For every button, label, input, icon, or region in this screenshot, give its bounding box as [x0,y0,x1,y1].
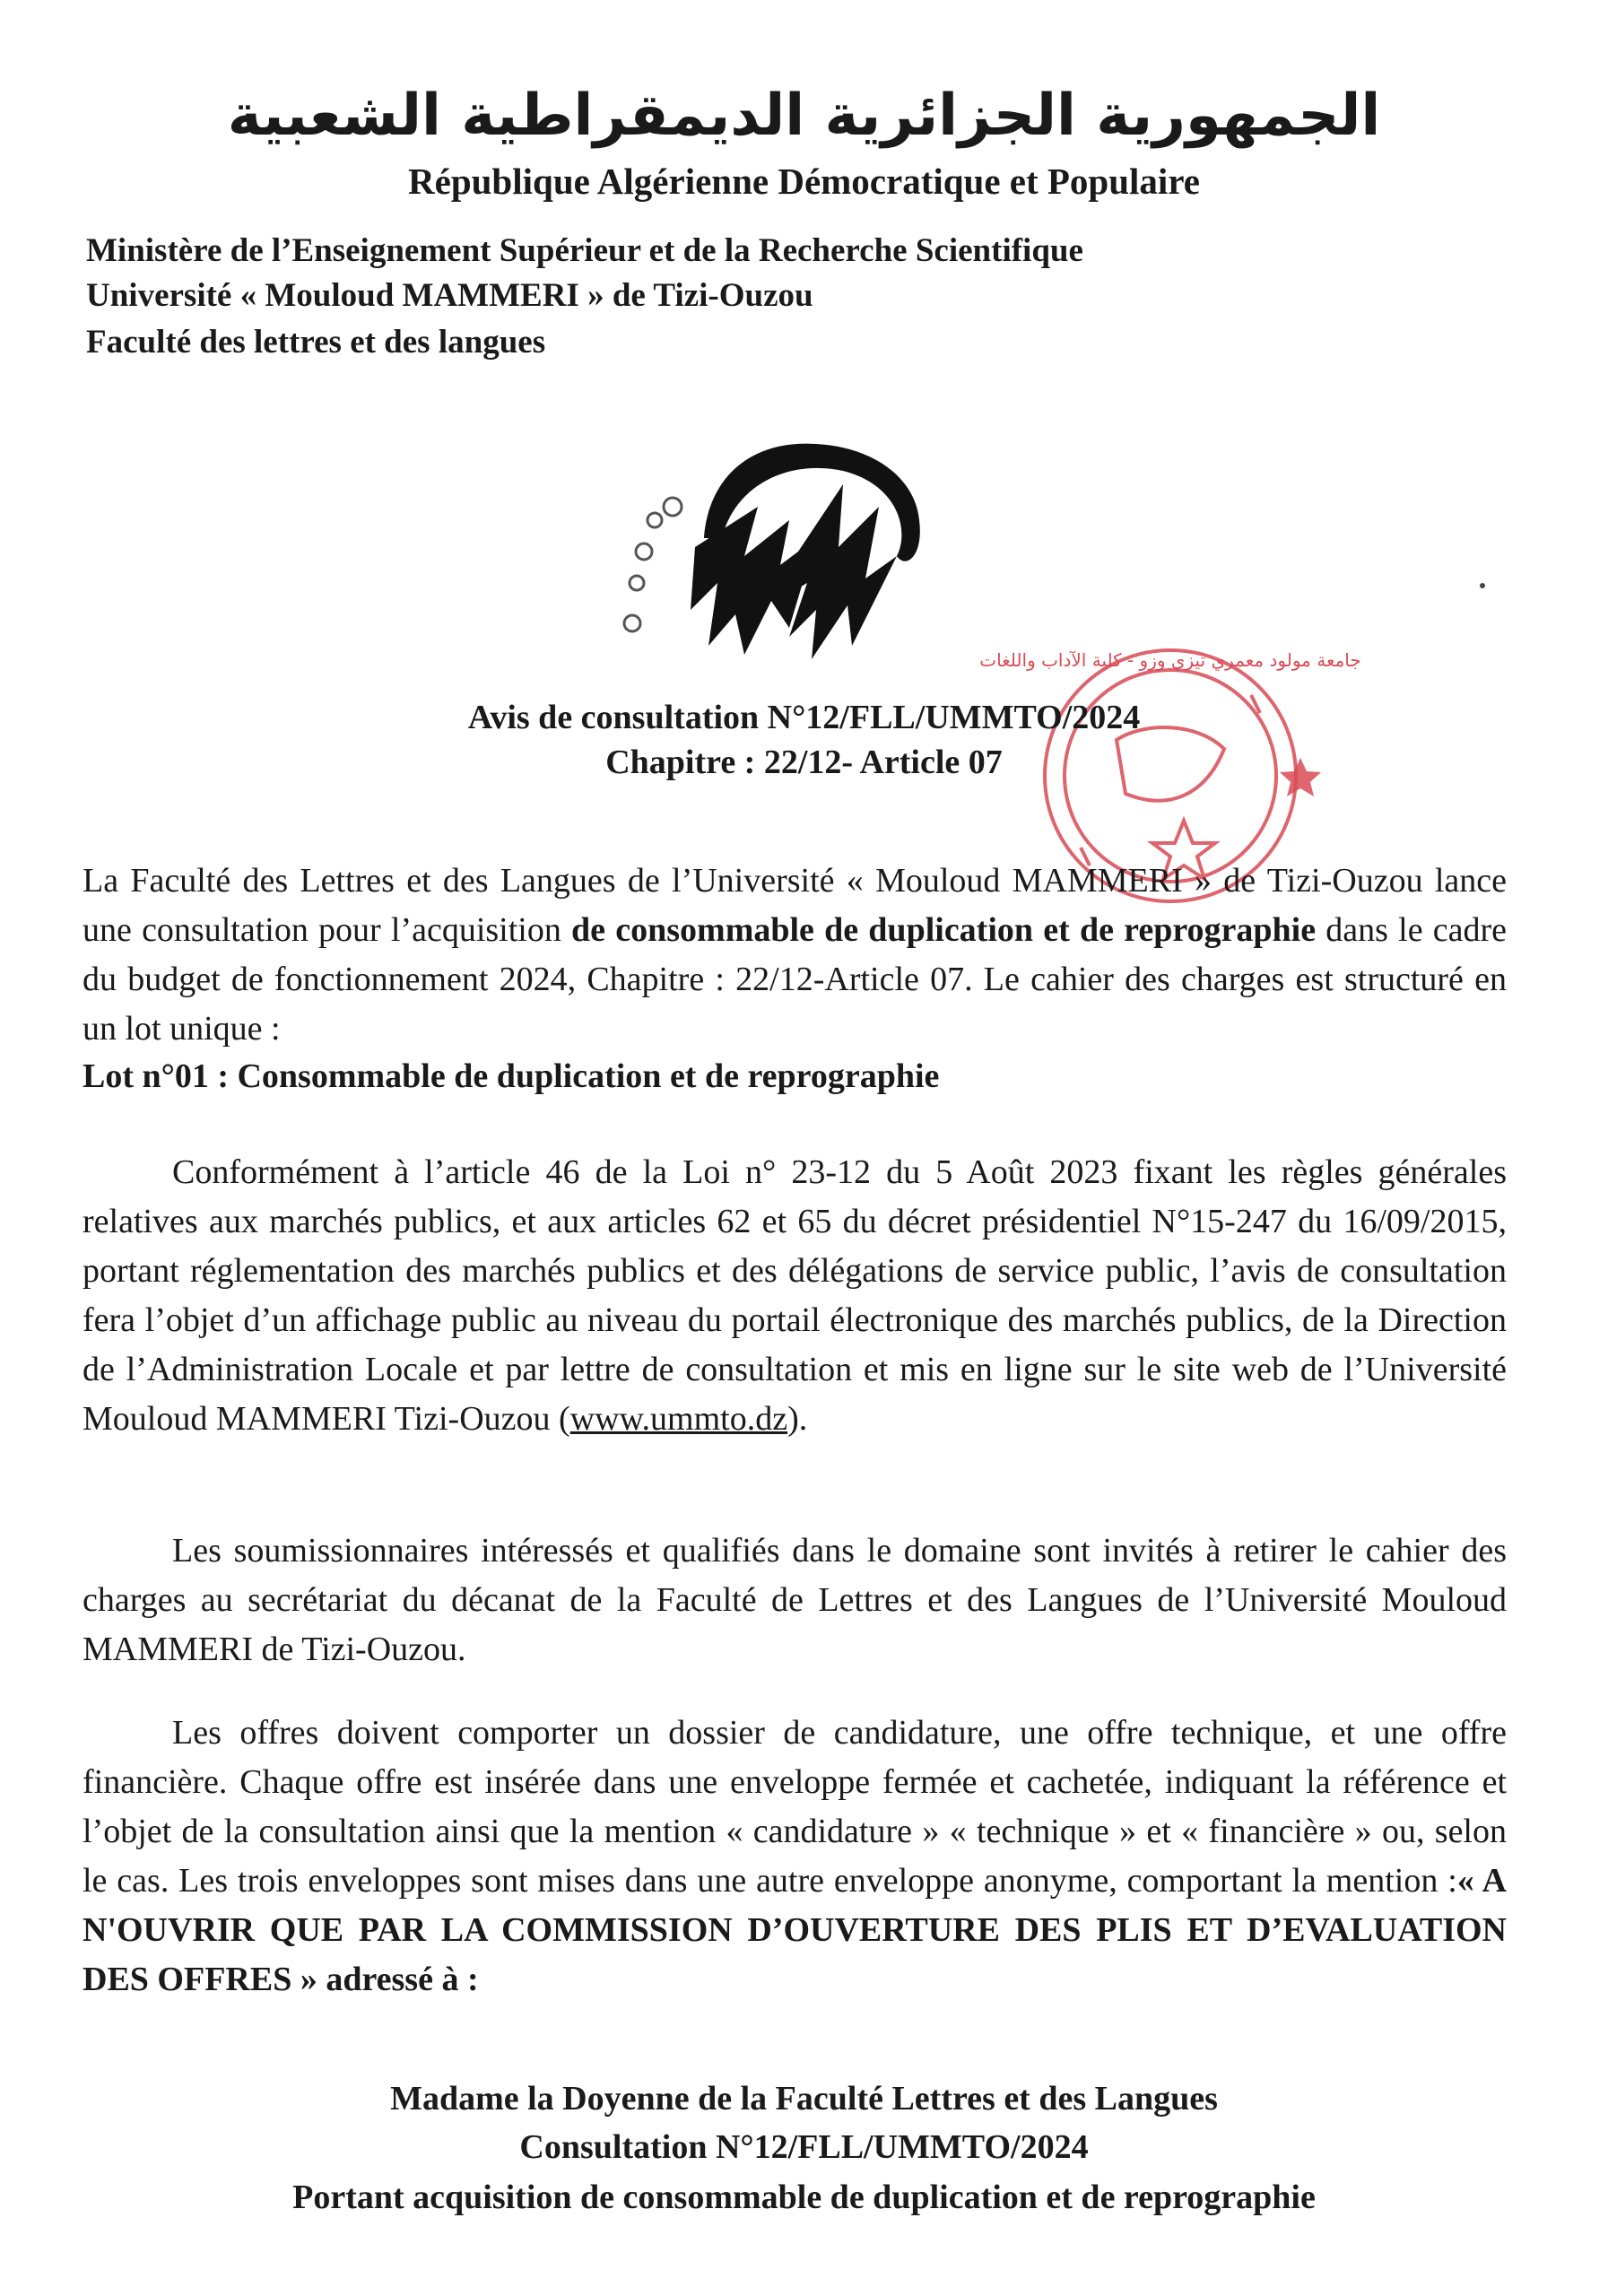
website-link[interactable]: www.ummto.dz [569,1400,788,1438]
paragraph-intro [83,857,1507,1054]
intro-text-c: dans le cadre du budget de fonctionnement 2024, Chapitre : 22/12-Article 07. Le cahier des charges est structuré en un lot unique : [83,911,1508,1048]
ministry-line: Ministère de l’Enseignement Supérieur et de la Recherche Scientifique [86,232,1083,269]
legal-text: Conformément à l’article 46 de la Loi n° 23-12 du 5 Août 2023 fixant les règles générales relatives aux marchés publics, et aux articles 62 et 65 du décret présidentiel N°15-247 du 16/09/2015, portant réglementation des marchés publics et des délégations de service public, l’avis de consultation fera l’objet d’un affichage public au niveau du portail électronique des marchés publics, de la Direction de l’Administration Locale et par lettre de consultation et mis en ligne sur le site web de l’Université Mouloud MAMMERI Tizi-Ouzou ( [83,1153,1507,1438]
address-line-2: Consultation N°12/FLL/UMMTO/2024 [519,2128,1089,2166]
intro-text-a: La Faculté des Lettres et des Langues de l’Université « Mouloud MAMMERI » de Tizi-Ouzou lance une consultation pour l’acquisition [83,862,1507,949]
republic-title: République Algérienne Démocratique et Populaire [408,161,1200,202]
notice-chapter: Chapitre : 22/12- Article 07 [605,744,1003,781]
paragraph-bidders [83,1526,1507,1674]
address-line-3: Portant acquisition de consommable de duplication et de reprographie [292,2179,1316,2216]
arabic-republic-title: الجمهورية الجزائرية الديمقراطية الشعبية [227,83,1381,149]
intro-text-bold: de consommable de duplication et de reprographie [571,911,1317,949]
university-line: Université « Mouloud MAMMERI » de Tizi-Ouzou [86,277,813,314]
stamp-text: جامعة مولود معمري تيزي وزو - كلية الآداب واللغات [979,649,1361,671]
lot-heading: Lot n°01 : Consommable de duplication et de reprographie [83,1057,940,1095]
university-logo [610,422,951,700]
legal-text-end: ). [787,1400,808,1438]
bidders-text: Les soumissionnaires intéressés et qualifiés dans le domaine sont invités à retirer le cahier des charges au secrétariat du décanat de la Faculté de Lettres et des Langues de l’Université Mouloud MAMMERI de Tizi-Ouzou. [83,1532,1507,1668]
address-line-1: Madame la Doyenne de la Faculté Lettres et des Langues [390,2080,1218,2118]
notice-title: Avis de consultation N°12/FLL/UMMTO/2024 [467,699,1141,736]
scan-speck [1480,583,1485,588]
offers-mention: « A N'OUVRIR QUE PAR LA COMMISSION D’OUVERTURE DES PLIS ET D’EVALUATION DES OFFRES » adressé à : [83,1862,1507,1998]
paragraph-offers [83,1709,1507,2005]
offers-text: Les offres doivent comporter un dossier de candidature, une offre technique, et une offre financière. Chaque offre est insérée dans une enveloppe fermée et cachetée, indiquant la référence et l’objet de la consultation ainsi que la mention « candidature » « technique » et « financière » ou, selon le cas. Les trois enveloppes sont mises dans une autre enveloppe anonyme, comportant la mention : [83,1714,1507,1900]
faculty-line: Faculté des lettres et des langues [86,324,546,361]
paragraph-legal [83,1148,1507,1444]
